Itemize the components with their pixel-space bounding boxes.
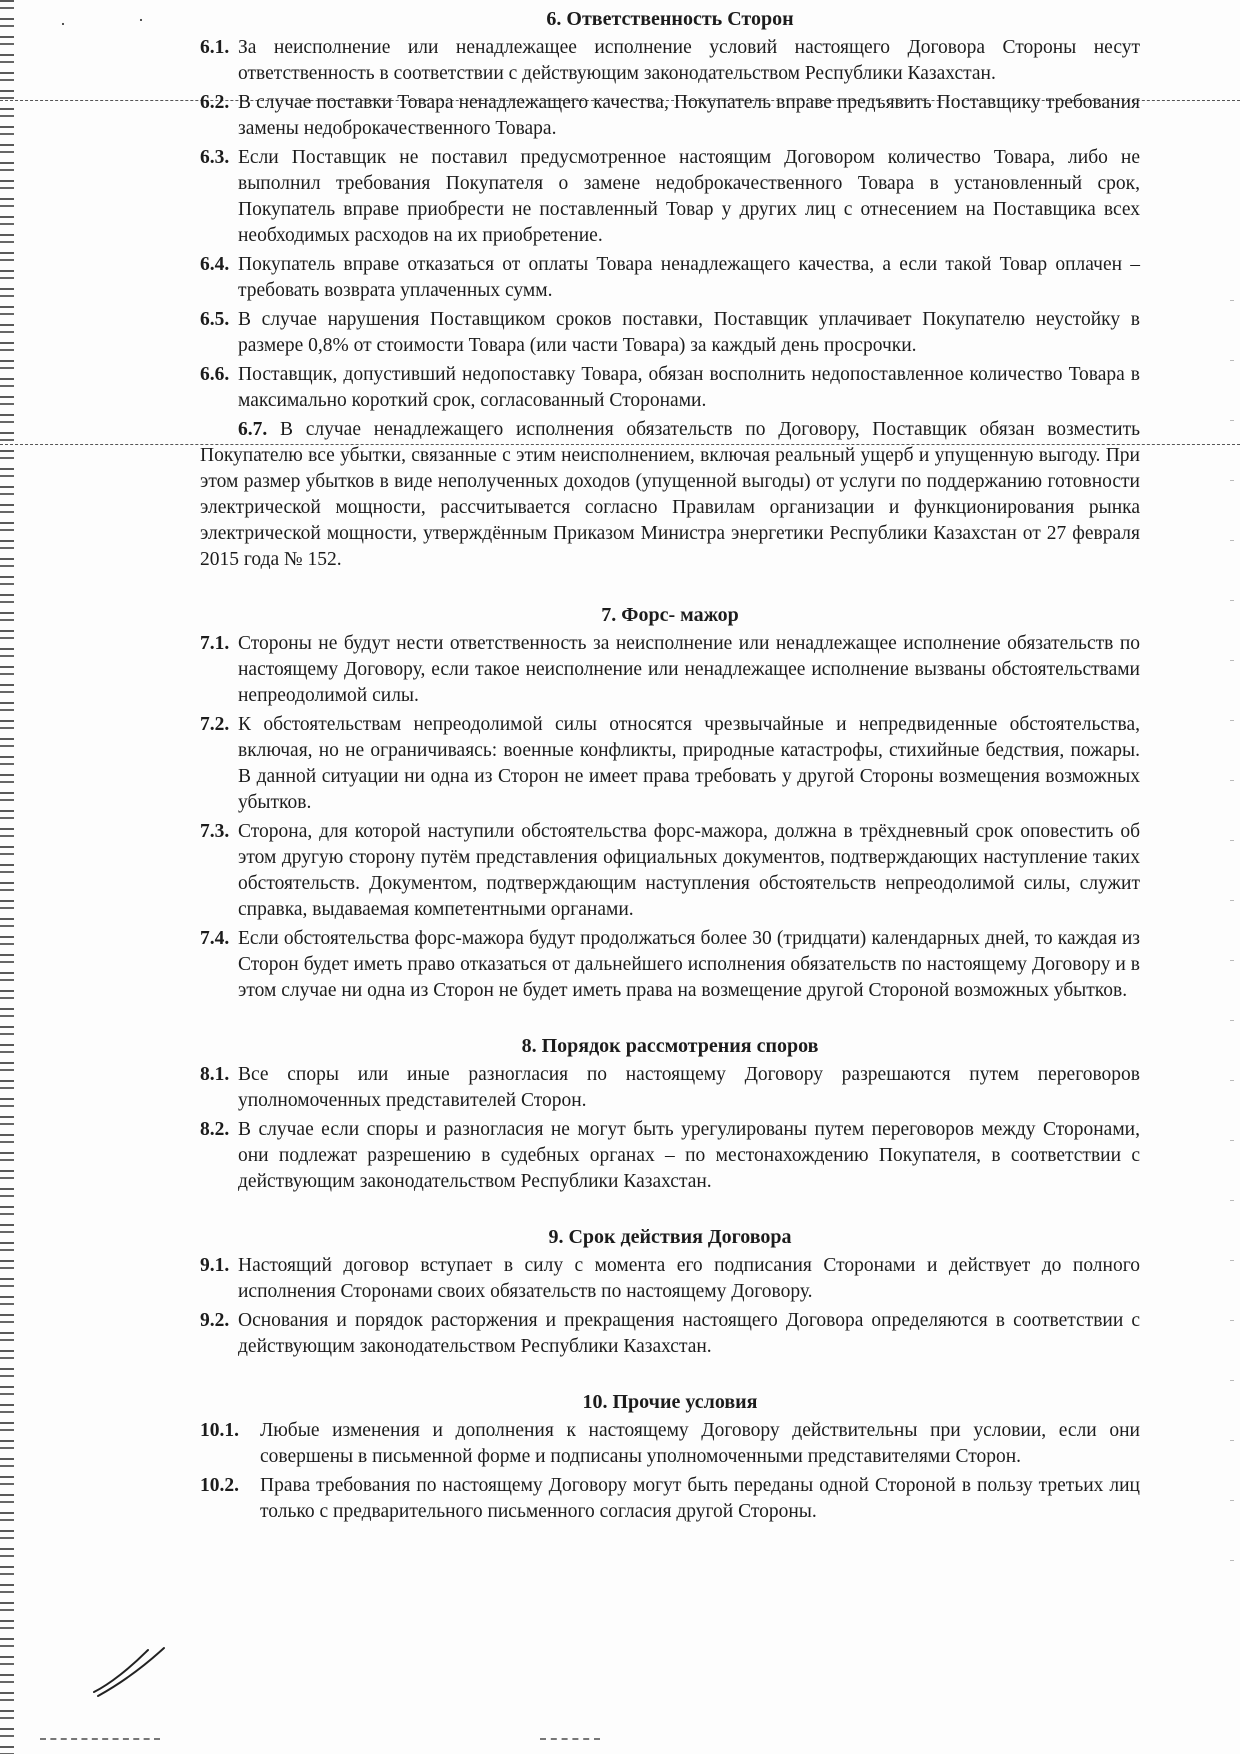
clause [200,1253,1140,1305]
clause-number: 10.1. [200,1420,239,1441]
clause-number: 6.1. [200,37,230,58]
clause-number: 7.3. [200,821,230,842]
clause-text: В случае ненадлежащего исполнения обязательств по Договору, Поставщик обязан возместить Покупателю все убытки, связанные с этим неисполнением, включая реальный ущерб и упущенную выгоду. При этом размер убытков в виде неполученных доходов (упущенной выгоды) от услуги по поддержанию готовности электрической мощности, рассчитывается согласно Правилам организации и функционирования рынка электрической мощности, утверждённым Приказом Министра энергетики Республики Казахстан от 27 февраля 2015 года № 152. [200,419,1140,570]
clause-number: 6.2. [200,92,230,113]
clause-text: Стороны не будут нести ответственность за неисполнение или ненадлежащее исполнение обязательств по настоящему Договору, если такое неисполнение или ненадлежащее исполнение вызваны обстоятельствами непреодолимой силы. [238,633,1140,706]
clause-text: Любые изменения и дополнения к настоящему Договору действительны при условии, если они совершены в письменной форме и подписаны уполномоченными представителями Сторон. [260,1420,1140,1467]
clause-text: К обстоятельствам непреодолимой силы относятся чрезвычайные и непредвиденные обстоятельства, включая, но не ограничиваясь: военные конфликты, природные катастрофы, стихийные бедствия, пожары. В данной ситуации ни одна из Сторон не имеет права требовать у другой Стороны возмещения возможных убытков. [238,714,1140,813]
clause [200,1117,1140,1195]
clause-text: Если обстоятельства форс-мажора будут продолжаться более 30 (тридцати) календарных дней, то каждая из Сторон будет иметь право отказаться от дальнейшего исполнения обязательств по настоящему Договору и в этом случае ни одна из Сторон не будет иметь права на возмещение другой Стороной возможных убытков. [238,928,1140,1001]
clause [200,252,1140,304]
clause [200,631,1140,709]
clause [200,1473,1140,1525]
clause-number: 10.2. [200,1475,239,1496]
clause-text: В случае нарушения Поставщиком сроков поставки, Поставщик уплачивает Покупателю неустойку в размере 0,8% от стоимости Товара (или части Товара) за каждый день просрочки. [238,309,1140,356]
section-heading: 7. Форс- мажор [601,604,739,626]
clause-number: 6.6. [200,364,230,385]
clause [200,417,1140,573]
scan-speck: · [60,14,66,34]
section-heading: 6. Ответственность Сторон [546,8,794,30]
clause [200,90,1140,142]
clause-text: Сторона, для которой наступили обстоятельства форс-мажора, должна в трёхдневный срок оповестить об этом другую сторону путём представления официальных документов, подтверждающих наступление таких обстоятельств. Документом, подтверждающим наступления обстоятельств непреодолимой силы, служит справка, выдаваемая компетентными органами. [238,821,1140,920]
scan-edge-marks [0,0,14,1754]
clause [200,1418,1140,1470]
clause [200,307,1140,359]
clause-text: В случае поставки Товара ненадлежащего качества, Покупатель вправе предъявить Поставщику требования замены недоброкачественного Товара. [238,92,1140,139]
scan-speck: · [138,10,144,30]
scan-footer-mark [540,1738,600,1740]
clause [200,712,1140,816]
document-body [200,6,1140,1528]
section-heading: 10. Прочие условия [582,1391,758,1413]
clause-text: Если Поставщик не поставил предусмотренное настоящим Договором количество Товара, либо не выполнил требования Покупателя о замене недоброкачественного Товара в установленный срок, Покупатель вправе приобрести не поставленный Товар у других лиц с отнесением на Поставщика всех необходимых расходов на их приобретение. [238,147,1140,246]
clause-number: 7.4. [200,928,230,949]
clause [200,1062,1140,1114]
clause-text: Все споры или иные разногласия по настоящему Договору разрешаются путем переговоров уполномоченных представителей Сторон. [238,1064,1140,1111]
clause-number: 8.1. [200,1064,230,1085]
clause-text: Настоящий договор вступает в силу с момента его подписания Сторонами и действует до полного исполнения Сторонами своих обязательств по настоящему Договору. [238,1255,1140,1302]
section-heading: 9. Срок действия Договора [548,1226,792,1248]
clause [200,362,1140,414]
clause-number: 9.1. [200,1255,230,1276]
clause [200,926,1140,1004]
clause-number: 9.2. [200,1310,230,1331]
clause-text: Основания и порядок расторжения и прекращения настоящего Договора определяются в соответствии с действующим законодательством Республики Казахстан. [238,1310,1140,1357]
clause-number: 7.1. [200,633,230,654]
section-heading: 8. Порядок рассмотрения споров [521,1035,819,1057]
clause-number: 6.5. [200,309,230,330]
clause [200,819,1140,923]
clause-number: 6.3. [200,147,230,168]
clause [200,145,1140,249]
signature-icon [90,1640,170,1700]
clause-text: За неисполнение или ненадлежащее исполнение условий настоящего Договора Стороны несут ответственность в соответствии с действующим законодательством Республики Казахстан. [238,37,1140,84]
scan-right-edge-marks [1230,300,1234,1600]
clause-text: Права требования по настоящему Договору могут быть переданы одной Стороной в пользу третьих лиц только с предварительного письменного согласия другой Стороны. [260,1475,1140,1522]
clause-number: 6.4. [200,254,230,275]
clause-number: 6.7. [238,419,268,440]
clause-number: 8.2. [200,1119,230,1140]
clause-text: Поставщик, допустивший недопоставку Товара, обязан восполнить недопоставленное количество Товара в максимально короткий срок, согласованный Сторонами. [238,364,1140,411]
clause-number: 7.2. [200,714,230,735]
clause-text: Покупатель вправе отказаться от оплаты Товара ненадлежащего качества, а если такой Товар оплачен – требовать возврата уплаченных сумм. [238,254,1140,301]
scan-footer-mark [40,1738,160,1740]
clause [200,35,1140,87]
clause-text: В случае если споры и разногласия не могут быть урегулированы путем переговоров между Сторонами, они подлежат разрешению в судебных органах – по местонахождению Покупателя, в соответствии с действующим законодательством Республики Казахстан. [238,1119,1140,1192]
clause [200,1308,1140,1360]
